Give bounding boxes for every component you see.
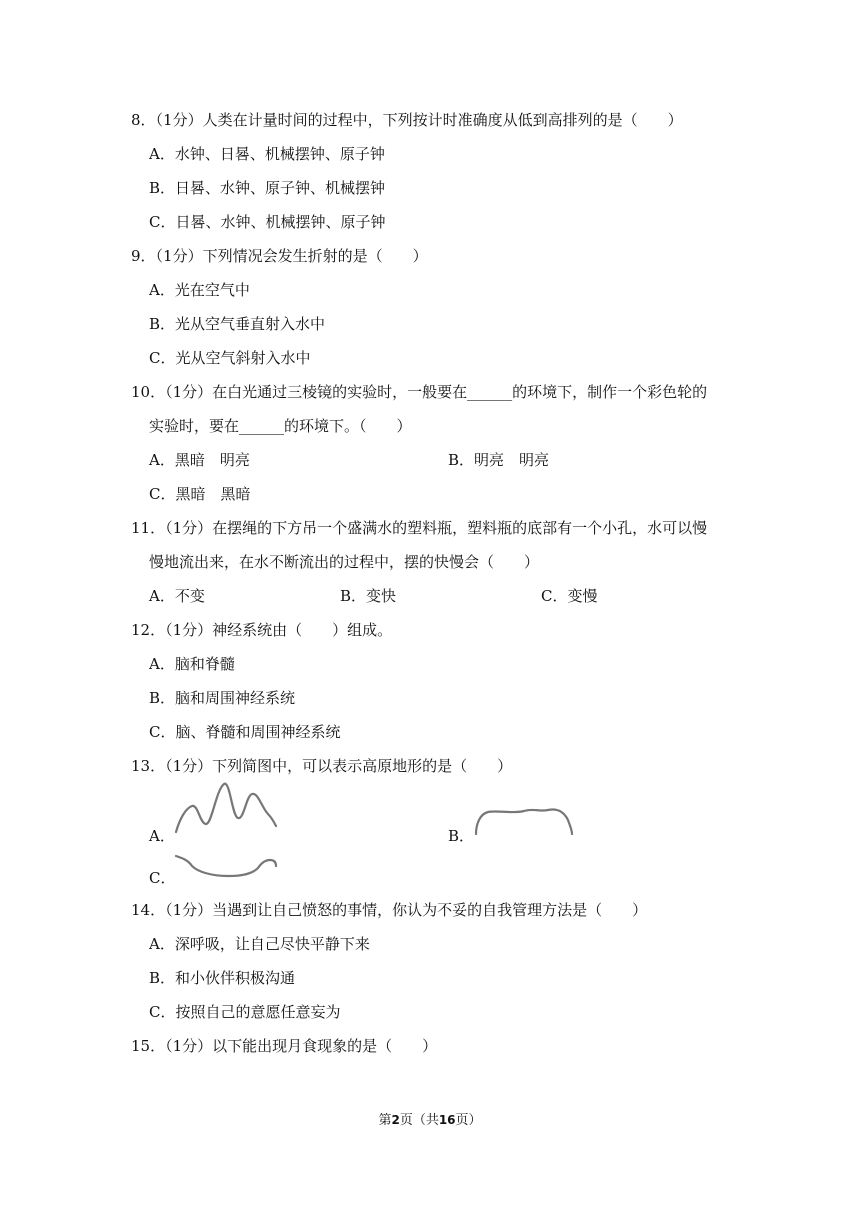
question-stem: （1分）在摆绳的下方吊一个盛满水的塑料瓶，塑料瓶的底部有一个小孔，水可以慢 — [165, 519, 708, 537]
option-a: A．水钟、日晷、机械摆钟、原子钟 — [149, 145, 385, 163]
option-c: C． — [149, 869, 176, 887]
basin-landform-icon — [172, 850, 282, 884]
question-15 — [131, 1036, 437, 1056]
question-9 — [131, 246, 428, 266]
question-number: 10． — [131, 383, 166, 401]
mountain-landform-icon — [170, 780, 280, 838]
option-c: C．脑、脊髓和周围神经系统 — [149, 723, 341, 741]
question-stem: （1分）下列情况会发生折射的是（ ） — [155, 247, 428, 265]
option-b: B．脑和周围神经系统 — [149, 689, 296, 707]
footer-suffix: 页） — [455, 1113, 482, 1128]
question-number: 13． — [131, 757, 166, 775]
question-number: 15． — [131, 1037, 166, 1055]
option-a: A．黑暗 明亮 — [149, 451, 250, 469]
question-stem: （1分）人类在计量时间的过程中，下列按计时准确度从低到高排列的是（ ） — [155, 111, 683, 129]
plateau-landform-icon — [468, 800, 578, 840]
option-c: C．变慢 — [541, 587, 598, 605]
question-number: 11． — [131, 519, 166, 537]
page-number: 2 — [391, 1113, 400, 1127]
question-number: 14． — [131, 901, 166, 919]
option-b: B．光从空气垂直射入水中 — [149, 315, 326, 333]
question-stem: （1分）当遇到让自己愤怒的事情，你认为不妥的自我管理方法是（ ） — [165, 901, 648, 919]
option-b: B．明亮 明亮 — [448, 451, 550, 469]
footer-middle: 页（共 — [399, 1113, 439, 1128]
option-b: B．和小伙伴积极沟通 — [149, 969, 296, 987]
option-b: B． — [448, 827, 475, 845]
question-number: 12． — [131, 621, 166, 639]
total-pages: 16 — [438, 1113, 456, 1127]
question-13 — [131, 756, 512, 776]
option-c: C．按照自己的意愿任意妄为 — [149, 1003, 341, 1021]
option-a: A．不变 — [149, 587, 205, 605]
question-12 — [131, 620, 392, 640]
question-10 — [131, 382, 707, 402]
option-b: B．变快 — [340, 587, 397, 605]
question-stem-continued: 慢地流出来，在水不断流出的过程中，摆的快慢会（ ） — [149, 553, 540, 571]
question-stem-continued: 实验时，要在______的环境下。（ ） — [149, 417, 412, 435]
page-footer — [0, 1111, 860, 1130]
question-stem: （1分）以下能出现月食现象的是（ ） — [165, 1037, 438, 1055]
question-8 — [131, 110, 683, 130]
question-stem: （1分）神经系统由（ ）组成。 — [165, 621, 393, 639]
option-a: A．脑和脊髓 — [149, 655, 235, 673]
question-stem: （1分）在白光通过三棱镜的实验时，一般要在______的环境下，制作一个彩色轮的 — [165, 383, 708, 401]
question-number: 8． — [131, 111, 156, 129]
footer-prefix: 第 — [378, 1113, 392, 1128]
option-b: B．日晷、水钟、原子钟、机械摆钟 — [149, 179, 386, 197]
option-a: A．光在空气中 — [149, 281, 250, 299]
option-c: C．光从空气斜射入水中 — [149, 349, 311, 367]
question-14 — [131, 900, 647, 920]
question-11 — [131, 518, 707, 538]
option-c: C．日晷、水钟、机械摆钟、原子钟 — [149, 213, 386, 231]
question-number: 9． — [131, 247, 156, 265]
option-a: A． — [149, 827, 175, 845]
option-c: C．黑暗 黑暗 — [149, 485, 251, 503]
question-stem: （1分）下列简图中，可以表示高原地形的是（ ） — [165, 757, 513, 775]
option-a: A．深呼吸，让自己尽快平静下来 — [149, 935, 370, 953]
